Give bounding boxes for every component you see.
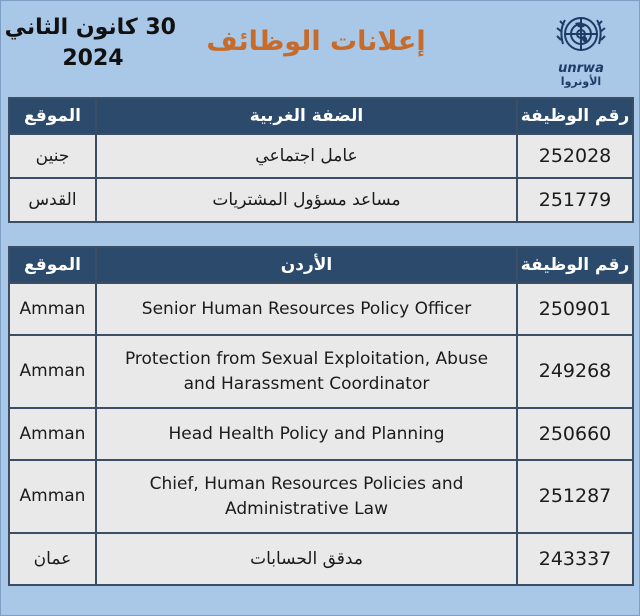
- job-number-cell: 250901: [517, 283, 633, 335]
- column-header-location: الموقع: [9, 247, 96, 283]
- un-emblem-icon: [553, 10, 609, 62]
- table-header-row: [9, 247, 633, 283]
- page-title: إعلانات الوظائف: [206, 26, 426, 57]
- job-title-line: Administrative Law: [225, 498, 388, 519]
- job-number-cell: 243337: [517, 533, 633, 585]
- job-title-line: Protection from Sexual Exploitation, Abuse: [124, 348, 489, 369]
- location-cell: القدس: [9, 178, 96, 222]
- job-number-cell: 250660: [517, 408, 633, 460]
- table-row: [9, 283, 633, 335]
- job-title-cell: عامل اجتماعي: [96, 134, 517, 178]
- column-header-region: الضفة الغربية: [96, 98, 517, 134]
- date-line-2: 2024: [62, 46, 124, 71]
- logo-wordmark: unrwa: [558, 61, 604, 76]
- job-title-line: Chief, Human Resources Policies and: [149, 473, 464, 494]
- job-number-cell: 252028: [517, 134, 633, 178]
- date-label: [4, 12, 176, 74]
- job-title-cell: Senior Human Resources Policy Officer: [96, 283, 517, 335]
- table-row: [9, 533, 633, 585]
- location-cell: Amman: [9, 335, 96, 408]
- column-header-region: الأردن: [96, 247, 517, 283]
- location-cell: Amman: [9, 460, 96, 533]
- job-title-cell: Head Health Policy and Planning: [96, 408, 517, 460]
- column-header-job-number: رقم الوظيفة: [517, 247, 633, 283]
- column-header-job-number: رقم الوظيفة: [517, 98, 633, 134]
- unrwa-logo: [546, 10, 616, 90]
- table-header-row: [9, 98, 633, 134]
- table-row: [9, 178, 633, 222]
- job-number-cell: 251287: [517, 460, 633, 533]
- job-number-cell: 251779: [517, 178, 633, 222]
- job-title-cell: [96, 335, 517, 408]
- job-number-cell: 249268: [517, 335, 633, 408]
- table-row: [9, 134, 633, 178]
- job-title-cell: مدقق الحسابات: [96, 533, 517, 585]
- west-bank-jobs-table: [8, 97, 634, 223]
- date-line-1: 30 كانون الثاني: [4, 15, 176, 40]
- table-row: [9, 408, 633, 460]
- table-row: [9, 335, 633, 408]
- column-header-location: الموقع: [9, 98, 96, 134]
- job-title-line: and Harassment Coordinator: [183, 373, 430, 394]
- location-cell: Amman: [9, 283, 96, 335]
- jordan-jobs-table: [8, 246, 634, 586]
- location-cell: Amman: [9, 408, 96, 460]
- table-row: [9, 460, 633, 533]
- location-cell: عمان: [9, 533, 96, 585]
- logo-wordmark-arabic: الأونروا: [560, 75, 602, 88]
- job-title-cell: [96, 460, 517, 533]
- job-title-cell: مساعد مسؤول المشتريات: [96, 178, 517, 222]
- location-cell: جنين: [9, 134, 96, 178]
